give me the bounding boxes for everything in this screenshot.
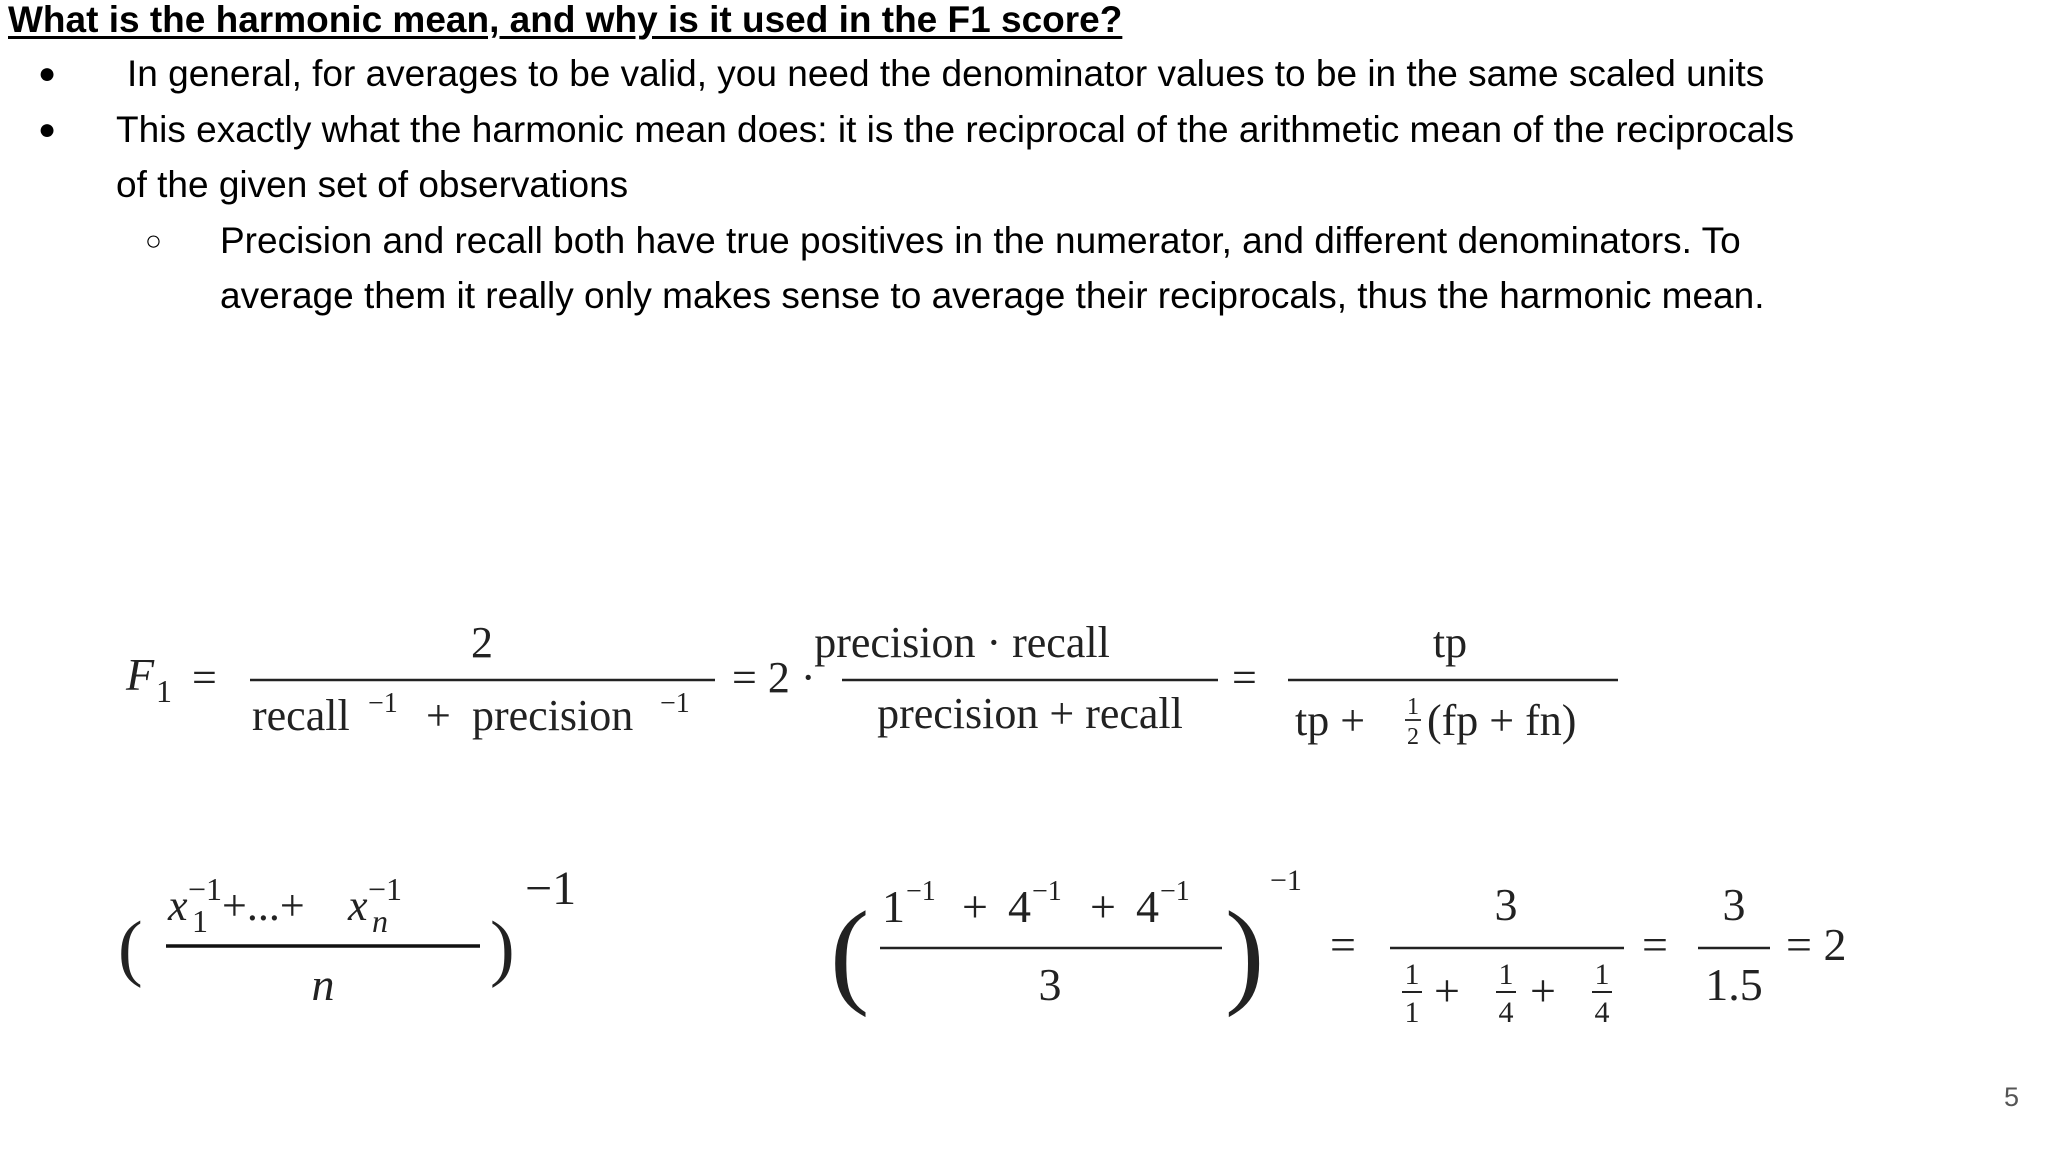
f1-mid: = 2 · [732,653,816,702]
ex-eq2: = [1642,919,1668,970]
bullet-item-1: In general, for averages to be valid, you need the denominator values to be in the same scaled units [127,53,1765,94]
f1-frac2-den: precision + recall [877,689,1183,738]
f1-frac1-den-sup-b: −1 [660,688,690,719]
ex-term3: 4 [1136,881,1159,932]
f1-frac1-den-a: recall [252,691,350,740]
ex-small-plus2: + [1530,965,1556,1016]
ex-result: = 2 [1786,919,1847,970]
ex-plus2: + [1090,881,1116,932]
ex-outer-sup: −1 [1270,864,1302,897]
gen-open-paren: ( [118,907,143,989]
page-number: 5 [2004,1082,2020,1112]
harmonic-mean-general-formula [110,860,630,1030]
f1-eq: = [192,653,217,702]
gen-xn: x [348,881,368,930]
ex-frac3-den: 1.5 [1705,959,1763,1010]
gen-x1: x [168,881,188,930]
bullet-item-2-continued: of the given set of observations [116,164,629,205]
ex-frac3-num: 3 [1722,879,1746,930]
harmonic-mean-example-formula [830,860,1890,1050]
f1-frac2-num: precision · recall [814,618,1110,667]
ex-term2-sup: −1 [1032,876,1062,907]
f1-half-num: 1 [1407,694,1419,720]
f1-frac1-den-sup-a: −1 [368,688,398,719]
ex-small1-num: 1 [1404,958,1420,991]
f1-frac1-num: 2 [471,618,493,667]
gen-outer-sup: −1 [525,862,577,915]
ex-term1: 1 [882,881,905,932]
ex-small-plus1: + [1434,965,1460,1016]
f1-half-den: 2 [1407,724,1419,750]
gen-dots: +...+ [222,881,305,930]
ex-close-paren: ) [1225,887,1265,1018]
gen-x1-sup: −1 [188,871,223,907]
f1-frac3-num: tp [1432,618,1468,667]
gen-xn-sup: −1 [368,871,403,907]
ex-small2-num: 1 [1498,958,1514,991]
ex-plus1: + [962,881,988,932]
f1-frac3-den-b: (fp + fn) [1427,696,1577,745]
ex-small2-den: 4 [1498,996,1514,1029]
f1-eq2: = [1232,653,1257,702]
ex-eq1: = [1330,919,1356,970]
f1-frac3-den-a: tp + [1295,696,1366,745]
ex-open-paren: ( [830,887,870,1018]
f1-lhs-sub: 1 [156,673,172,709]
bullet-marker: ● [38,113,57,146]
sub-bullet-line-1: Precision and recall both have true positives in the numerator, and different denominators. To [220,220,1741,261]
f1-frac1-den-b: precision [472,691,634,740]
gen-close-paren: ) [490,907,515,989]
ex-term1-sup: −1 [906,876,936,907]
sub-bullet-marker: ○ [145,225,162,256]
f1-formula [110,600,1670,780]
ex-frac2-num: 3 [1494,879,1518,930]
ex-small3-num: 1 [1594,958,1610,991]
ex-small3-den: 4 [1594,996,1610,1029]
ex-frac1-den: 3 [1038,959,1062,1010]
bullet-marker: ● [38,57,57,90]
sub-bullet-line-2: average them it really only makes sense to average their reciprocals, thus the harmonic mean. [220,275,1765,316]
ex-term3-sup: −1 [1160,876,1190,907]
gen-x1-sub: 1 [192,903,208,939]
gen-xn-sub: n [372,903,388,939]
f1-lhs: F [126,649,155,700]
ex-term2: 4 [1008,881,1031,932]
slide-title: What is the harmonic mean, and why is it used in the F1 score? [8,0,1123,40]
gen-den: n [311,959,335,1010]
bullet-item-2: This exactly what the harmonic mean does: it is the reciprocal of the arithmetic mean of the reciprocals [116,109,1795,150]
f1-frac1-den-plus: + [426,691,451,740]
ex-small1-den: 1 [1404,996,1420,1029]
